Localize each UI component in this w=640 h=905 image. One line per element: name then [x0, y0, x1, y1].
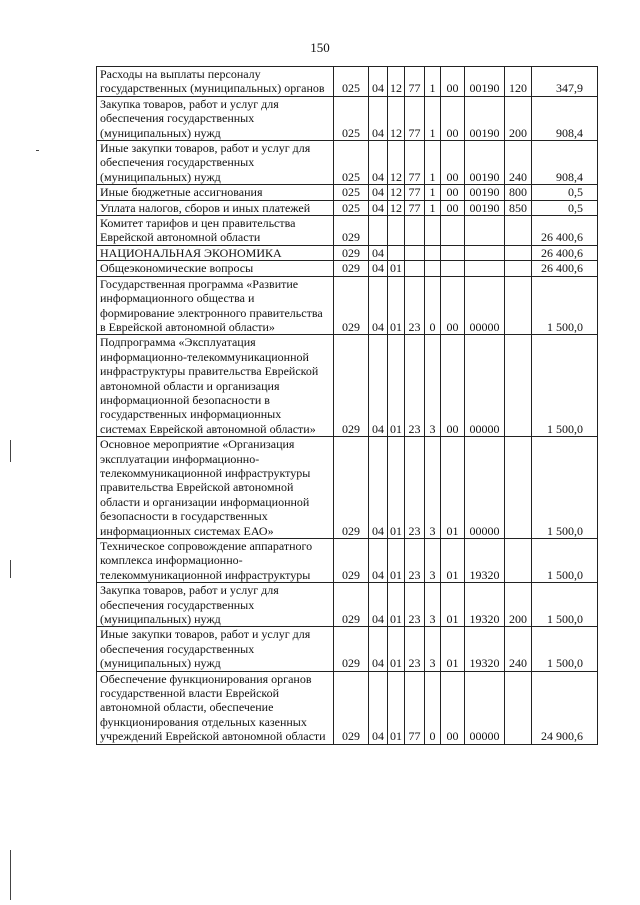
expense-direction-code: 19320 [465, 539, 505, 583]
subsection-code: 01 [388, 335, 405, 437]
row-description: Государственная программа «Развитие информационного общества и формирование электронного правительства в Еврейской автономной области» [97, 276, 334, 335]
section-code: 04 [369, 261, 388, 276]
expense-direction-code [465, 216, 505, 246]
section-code [369, 216, 388, 246]
main-event-code: 00 [441, 276, 465, 335]
subprogram-code [425, 245, 441, 260]
amount: 908,4 [532, 96, 598, 140]
subprogram-code [425, 261, 441, 276]
main-event-code: 01 [441, 583, 465, 627]
page-number: 150 [310, 40, 330, 55]
main-event-code: 00 [441, 671, 465, 744]
expense-type-code: 850 [505, 200, 532, 215]
table-row [97, 96, 598, 140]
expense-direction-code: 00000 [465, 437, 505, 539]
subprogram-code: 1 [425, 200, 441, 215]
main-event-code: 00 [441, 141, 465, 185]
ministry-code: 029 [334, 627, 369, 671]
expense-type-code [505, 216, 532, 246]
margin-mark [10, 440, 11, 462]
section-code: 04 [369, 671, 388, 744]
expense-type-code: 240 [505, 141, 532, 185]
expense-direction-code: 00190 [465, 141, 505, 185]
subsection-code [388, 245, 405, 260]
table-row [97, 583, 598, 627]
subprogram-code: 1 [425, 141, 441, 185]
table-row [97, 245, 598, 260]
subprogram-code: 1 [425, 185, 441, 200]
main-event-code: 01 [441, 627, 465, 671]
subprogram-code: 3 [425, 583, 441, 627]
program-code [405, 245, 425, 260]
subsection-code: 01 [388, 437, 405, 539]
table-row [97, 335, 598, 437]
row-description: Иные закупки товаров, работ и услуг для обеспечения государственных (муниципальных) нужд [97, 627, 334, 671]
expense-direction-code: 00190 [465, 67, 505, 97]
program-code: 23 [405, 437, 425, 539]
main-event-code: 00 [441, 335, 465, 437]
program-code: 77 [405, 671, 425, 744]
program-code: 23 [405, 583, 425, 627]
table-row [97, 67, 598, 97]
amount: 26 400,6 [532, 245, 598, 260]
subsection-code: 01 [388, 261, 405, 276]
section-code: 04 [369, 96, 388, 140]
ministry-code: 029 [334, 216, 369, 246]
program-code: 77 [405, 141, 425, 185]
subprogram-code: 1 [425, 67, 441, 97]
expense-type-code [505, 539, 532, 583]
subprogram-code [425, 216, 441, 246]
subsection-code: 01 [388, 276, 405, 335]
expense-direction-code [465, 245, 505, 260]
section-code: 04 [369, 67, 388, 97]
expense-type-code: 240 [505, 627, 532, 671]
expense-type-code: 200 [505, 583, 532, 627]
subsection-code: 12 [388, 96, 405, 140]
subprogram-code: 3 [425, 335, 441, 437]
ministry-code: 029 [334, 539, 369, 583]
row-description: Комитет тарифов и цен правительства Еврейской автономной области [97, 216, 334, 246]
expense-type-code: 120 [505, 67, 532, 97]
program-code: 23 [405, 539, 425, 583]
ministry-code: 029 [334, 583, 369, 627]
table-row [97, 185, 598, 200]
section-code: 04 [369, 539, 388, 583]
ministry-code: 025 [334, 185, 369, 200]
program-code [405, 261, 425, 276]
expense-direction-code [465, 261, 505, 276]
row-description: Иные бюджетные ассигнования [97, 185, 334, 200]
ministry-code: 029 [334, 261, 369, 276]
row-description: Закупка товаров, работ и услуг для обеспечения государственных (муниципальных) нужд [97, 96, 334, 140]
amount: 1 500,0 [532, 583, 598, 627]
program-code [405, 216, 425, 246]
expense-direction-code: 00190 [465, 185, 505, 200]
row-description: Закупка товаров, работ и услуг для обеспечения государственных (муниципальных) нужд [97, 583, 334, 627]
expense-type-code [505, 671, 532, 744]
amount: 347,9 [532, 67, 598, 97]
table-row [97, 276, 598, 335]
amount: 1 500,0 [532, 335, 598, 437]
subsection-code: 12 [388, 185, 405, 200]
amount: 0,5 [532, 200, 598, 215]
amount: 1 500,0 [532, 539, 598, 583]
table-row [97, 216, 598, 246]
amount: 1 500,0 [532, 276, 598, 335]
row-description: Обеспечение функционирования органов государственной власти Еврейской автономной области, обеспечение функционирования отдельных казенных учреждений Еврейской автономной области [97, 671, 334, 744]
program-code: 77 [405, 96, 425, 140]
subprogram-code: 0 [425, 276, 441, 335]
subsection-code: 01 [388, 627, 405, 671]
expense-type-code: 200 [505, 96, 532, 140]
amount: 1 500,0 [532, 627, 598, 671]
subsection-code: 01 [388, 539, 405, 583]
row-description: Общеэкономические вопросы [97, 261, 334, 276]
amount: 26 400,6 [532, 261, 598, 276]
margin-mark [10, 850, 11, 900]
subsection-code [388, 216, 405, 246]
ministry-code: 029 [334, 276, 369, 335]
main-event-code: 01 [441, 437, 465, 539]
table-row [97, 539, 598, 583]
row-description: Техническое сопровождение аппаратного комплекса информационно-телекоммуникационной инфраструктуры [97, 539, 334, 583]
expense-direction-code: 19320 [465, 627, 505, 671]
budget-table [96, 66, 598, 745]
main-event-code: 00 [441, 185, 465, 200]
subprogram-code: 3 [425, 627, 441, 671]
margin-mark [10, 560, 11, 578]
ministry-code: 025 [334, 67, 369, 97]
subsection-code: 12 [388, 200, 405, 215]
subsection-code: 12 [388, 141, 405, 185]
program-code: 77 [405, 67, 425, 97]
row-description: Уплата налогов, сборов и иных платежей [97, 200, 334, 215]
expense-type-code [505, 276, 532, 335]
ministry-code: 029 [334, 335, 369, 437]
ministry-code: 025 [334, 141, 369, 185]
main-event-code: 00 [441, 96, 465, 140]
subsection-code: 01 [388, 583, 405, 627]
program-code: 23 [405, 276, 425, 335]
section-code: 04 [369, 627, 388, 671]
main-event-code: 00 [441, 67, 465, 97]
program-code: 77 [405, 185, 425, 200]
row-description: НАЦИОНАЛЬНАЯ ЭКОНОМИКА [97, 245, 334, 260]
expense-direction-code: 00190 [465, 200, 505, 215]
section-code: 04 [369, 437, 388, 539]
main-event-code [441, 245, 465, 260]
table-row [97, 627, 598, 671]
section-code: 04 [369, 185, 388, 200]
table-row [97, 671, 598, 744]
amount: 24 900,6 [532, 671, 598, 744]
expense-type-code [505, 245, 532, 260]
section-code: 04 [369, 141, 388, 185]
amount: 908,4 [532, 141, 598, 185]
row-description: Основное мероприятие «Организация эксплуатации информационно-телекоммуникационной инфраструктуры правительства Еврейской автономной области и организации информационной безопасности в государственных информационных системах ЕАО» [97, 437, 334, 539]
ministry-code: 029 [334, 245, 369, 260]
table-row [97, 141, 598, 185]
section-code: 04 [369, 276, 388, 335]
table-row [97, 261, 598, 276]
expense-type-code: 800 [505, 185, 532, 200]
main-event-code [441, 216, 465, 246]
expense-direction-code: 00000 [465, 276, 505, 335]
expense-direction-code: 19320 [465, 583, 505, 627]
expense-direction-code: 00000 [465, 671, 505, 744]
subprogram-code: 3 [425, 539, 441, 583]
expense-direction-code: 00000 [465, 335, 505, 437]
row-description: Расходы на выплаты персоналу государственных (муниципальных) органов [97, 67, 334, 97]
ministry-code: 025 [334, 200, 369, 215]
main-event-code: 00 [441, 200, 465, 215]
ministry-code: 025 [334, 96, 369, 140]
main-event-code: 01 [441, 539, 465, 583]
subprogram-code: 0 [425, 671, 441, 744]
expense-type-code [505, 335, 532, 437]
expense-direction-code: 00190 [465, 96, 505, 140]
subprogram-code: 3 [425, 437, 441, 539]
ministry-code: 029 [334, 437, 369, 539]
amount: 26 400,6 [532, 216, 598, 246]
row-description: Подпрограмма «Эксплуатация информационно-телекоммуникационной инфраструктуры правительства Еврейской автономной области и организация информационной безопасности в государственных информационных системах Еврейской автономной области» [97, 335, 334, 437]
subprogram-code: 1 [425, 96, 441, 140]
table-row [97, 200, 598, 215]
program-code: 23 [405, 335, 425, 437]
section-code: 04 [369, 335, 388, 437]
subsection-code: 01 [388, 671, 405, 744]
section-code: 04 [369, 583, 388, 627]
program-code: 23 [405, 627, 425, 671]
amount: 1 500,0 [532, 437, 598, 539]
main-event-code [441, 261, 465, 276]
expense-type-code [505, 261, 532, 276]
section-code: 04 [369, 200, 388, 215]
section-code: 04 [369, 245, 388, 260]
program-code: 77 [405, 200, 425, 215]
amount: 0,5 [532, 185, 598, 200]
subsection-code: 12 [388, 67, 405, 97]
table-row [97, 437, 598, 539]
expense-type-code [505, 437, 532, 539]
margin-mark [36, 150, 39, 151]
row-description: Иные закупки товаров, работ и услуг для обеспечения государственных (муниципальных) нужд [97, 141, 334, 185]
ministry-code: 029 [334, 671, 369, 744]
